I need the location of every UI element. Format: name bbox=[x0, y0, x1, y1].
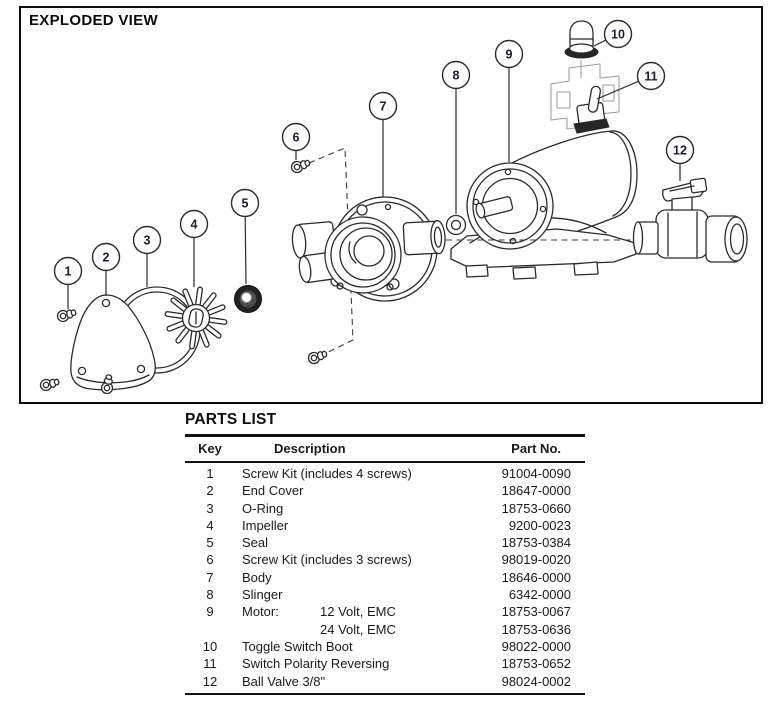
part-number: 18753-0652 bbox=[501, 656, 571, 672]
part-description-cell bbox=[235, 621, 461, 638]
part-key: 8 bbox=[206, 587, 214, 603]
part-description-cell bbox=[235, 586, 461, 603]
part-description: Body bbox=[242, 569, 272, 585]
callout-number: 1 bbox=[64, 264, 72, 279]
part-number: 98022-0000 bbox=[501, 638, 571, 654]
part-description-cell bbox=[235, 465, 461, 482]
motor-part bbox=[451, 131, 637, 279]
callout-5 bbox=[232, 190, 259, 285]
part-description-cell bbox=[235, 603, 461, 620]
callout-number: 12 bbox=[673, 143, 687, 158]
column-header-key: Key bbox=[198, 441, 222, 456]
part-number: 18753-0384 bbox=[501, 535, 571, 551]
callout-leader-line bbox=[245, 216, 246, 284]
column-header-description: Description bbox=[274, 441, 346, 456]
callout-9 bbox=[496, 41, 523, 163]
callout-number: 8 bbox=[452, 68, 460, 83]
callout-7 bbox=[370, 93, 397, 198]
part-number: 18753-0067 bbox=[501, 604, 571, 620]
exploded-view-panel bbox=[19, 6, 763, 404]
callout-number: 6 bbox=[292, 130, 300, 145]
part-description: Motor: bbox=[242, 604, 279, 620]
ball-valve-part bbox=[634, 178, 748, 262]
callout-number: 9 bbox=[505, 47, 513, 62]
parts-row bbox=[185, 655, 585, 672]
parts-row bbox=[185, 603, 585, 620]
part-key: 1 bbox=[206, 466, 214, 481]
part-key bbox=[185, 621, 235, 638]
part-number: 18647-0000 bbox=[501, 483, 571, 499]
parts-row bbox=[185, 586, 585, 603]
parts-row bbox=[185, 465, 585, 482]
callout-4 bbox=[181, 211, 208, 288]
part-number: 9200-0023 bbox=[508, 517, 571, 533]
parts-table-header bbox=[185, 437, 585, 463]
part-description: Slinger bbox=[242, 587, 283, 603]
pump-body-part bbox=[291, 197, 446, 301]
part-description: Ball Valve 3/8" bbox=[242, 673, 326, 689]
part-description-cell bbox=[235, 517, 461, 534]
callout-6 bbox=[283, 124, 310, 161]
parts-rows bbox=[185, 463, 585, 693]
switch-polarity-reversing-part bbox=[551, 60, 619, 133]
parts-row bbox=[185, 673, 585, 690]
part-number: 98024-0002 bbox=[501, 673, 571, 689]
part-description-cell bbox=[235, 655, 461, 672]
part-description: Screw Kit (includes 4 screws) bbox=[242, 466, 412, 481]
part-number: 18646-0000 bbox=[501, 569, 571, 585]
part-key: 3 bbox=[206, 500, 214, 516]
part-key: 5 bbox=[206, 535, 214, 551]
part-number: 18753-0660 bbox=[501, 500, 571, 516]
part-key: 6 bbox=[206, 552, 214, 568]
part-description-cell bbox=[235, 551, 461, 568]
part-description-variant: 24 Volt, EMC bbox=[320, 621, 396, 637]
callout-leader-line bbox=[594, 40, 606, 46]
callout-number: 3 bbox=[143, 233, 151, 248]
part-number: 98019-0020 bbox=[501, 552, 571, 568]
parts-table bbox=[185, 434, 585, 695]
toggle-switch-boot-part bbox=[565, 21, 599, 59]
part-number: 18753-0636 bbox=[501, 621, 571, 637]
parts-row bbox=[185, 638, 585, 655]
screw-loose-bottom-left bbox=[40, 377, 60, 391]
callout-number: 4 bbox=[190, 217, 198, 232]
callout-3 bbox=[134, 227, 161, 288]
exploded-view-drawing bbox=[21, 8, 761, 402]
parts-list-title: PARTS LIST bbox=[185, 411, 277, 428]
part-description: O-Ring bbox=[242, 500, 284, 516]
parts-row bbox=[185, 482, 585, 499]
screw-under-body bbox=[307, 349, 328, 364]
part-key: 11 bbox=[203, 656, 217, 672]
parts-row bbox=[185, 500, 585, 517]
callout-2 bbox=[93, 244, 120, 297]
part-number: 91004-0090 bbox=[501, 466, 571, 481]
seal-part bbox=[235, 286, 262, 313]
column-header-part-no: Part No. bbox=[511, 441, 561, 456]
part-description: Toggle Switch Boot bbox=[242, 638, 353, 654]
parts-row bbox=[185, 534, 585, 551]
screw-part-6 bbox=[290, 158, 311, 173]
callout-11 bbox=[597, 63, 665, 100]
callout-8 bbox=[443, 62, 470, 215]
part-description-cell bbox=[235, 673, 461, 690]
callout-number: 7 bbox=[379, 99, 387, 114]
screw-part-1 bbox=[56, 308, 77, 323]
parts-list-section bbox=[185, 411, 585, 695]
callout-number: 5 bbox=[241, 196, 249, 211]
part-description-cell bbox=[235, 638, 461, 655]
callout-number: 2 bbox=[102, 250, 110, 265]
part-number: 6342-0000 bbox=[508, 587, 571, 603]
part-key: 9 bbox=[206, 604, 214, 620]
part-description-cell bbox=[235, 482, 461, 499]
part-description: End Cover bbox=[242, 483, 304, 499]
parts-row bbox=[185, 551, 585, 568]
part-description-cell bbox=[235, 569, 461, 586]
part-key: 7 bbox=[206, 569, 214, 585]
part-description: Impeller bbox=[242, 517, 289, 533]
part-description-cell bbox=[235, 500, 461, 517]
diagram-title: EXPLODED VIEW bbox=[29, 12, 158, 29]
parts-row bbox=[185, 621, 585, 638]
part-key: 2 bbox=[206, 483, 214, 499]
parts-row bbox=[185, 569, 585, 586]
callout-10 bbox=[594, 21, 632, 48]
part-key: 10 bbox=[202, 638, 218, 654]
callout-number: 11 bbox=[644, 69, 658, 84]
callout-12 bbox=[667, 137, 694, 182]
callout-1 bbox=[55, 258, 82, 310]
part-description: Seal bbox=[242, 535, 269, 551]
part-description: Switch Polarity Reversing bbox=[242, 656, 390, 672]
part-key: 12 bbox=[202, 673, 218, 689]
part-description-cell bbox=[235, 534, 461, 551]
parts-row bbox=[185, 517, 585, 534]
slinger-part bbox=[447, 216, 466, 235]
part-description: Screw Kit (includes 3 screws) bbox=[242, 552, 412, 568]
part-description-variant: 12 Volt, EMC bbox=[320, 604, 396, 620]
callout-number: 10 bbox=[611, 27, 625, 42]
part-key: 4 bbox=[206, 517, 214, 533]
